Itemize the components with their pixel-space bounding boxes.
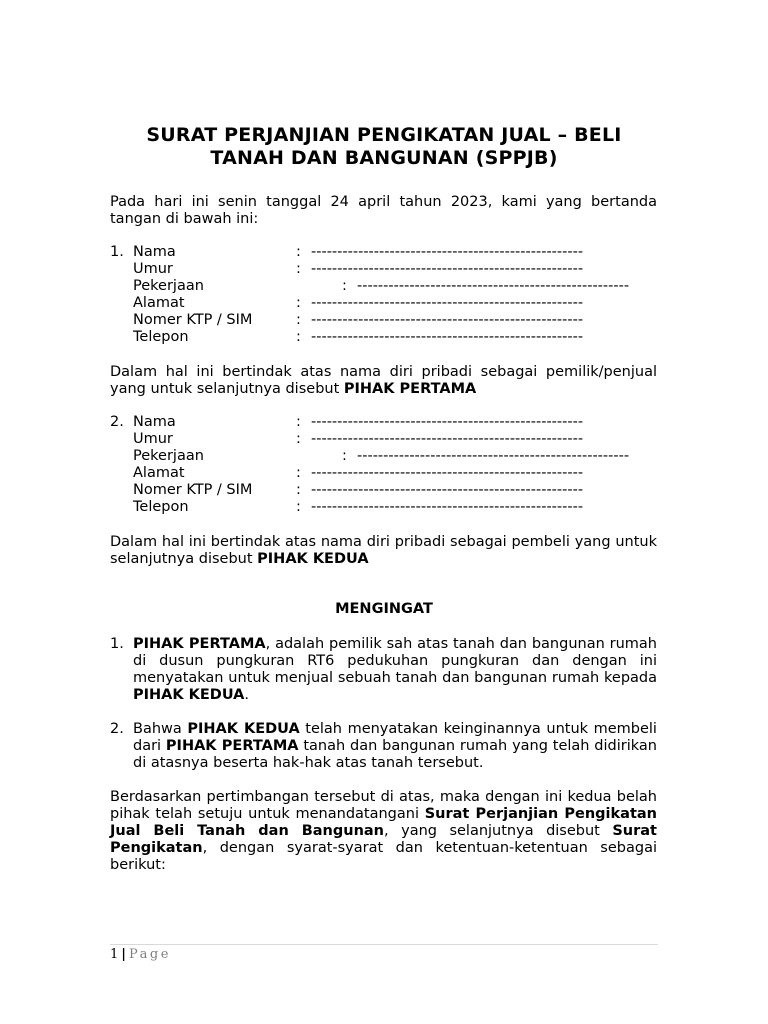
list-item-text xyxy=(133,636,657,704)
list-number: 2. xyxy=(110,721,124,737)
bold-pihak-kedua: PIHAK KEDUA xyxy=(133,687,245,703)
field-colon: : xyxy=(296,482,301,498)
field-label: Pekerjaan xyxy=(133,448,204,464)
field-colon: : xyxy=(296,465,301,481)
field-blank: ---------------------------------------------------- xyxy=(311,261,584,277)
field-label: Pekerjaan xyxy=(133,278,204,294)
field-colon: : xyxy=(296,312,301,328)
party2-field-telepon xyxy=(110,499,670,516)
party2-role-text: Dalam hal ini bertindak atas nama diri pribadi sebagai pembeli yang untuk selanjutnya disebut xyxy=(110,534,657,567)
field-label: Umur xyxy=(133,431,173,447)
party1-field-ktp xyxy=(110,312,670,329)
document-title xyxy=(110,124,658,170)
party1-role-text: Dalam hal ini bertindak atas nama diri pribadi sebagai pemilik/penjual yang untuk selanjutnya disebut xyxy=(110,364,657,397)
party2-role-name: PIHAK KEDUA xyxy=(257,551,369,567)
party1-fields xyxy=(110,244,670,346)
footer-divider xyxy=(110,944,658,945)
field-blank: ---------------------------------------------------- xyxy=(311,312,584,328)
party2-field-alamat xyxy=(110,465,670,482)
field-colon: : xyxy=(296,414,301,430)
field-blank: ---------------------------------------------------- xyxy=(311,329,584,345)
field-blank: ---------------------------------------------------- xyxy=(357,448,630,464)
mengingat-item-1 xyxy=(110,636,657,704)
title-line-1: SURAT PERJANJIAN PENGIKATAN JUAL – BELI xyxy=(146,124,622,146)
bold-pihak-kedua: PIHAK KEDUA xyxy=(187,721,300,737)
bold-surat-pengikatan: Surat Pengikatan xyxy=(110,823,657,856)
field-colon: : xyxy=(296,295,301,311)
field-label: Telepon xyxy=(133,329,189,345)
party1-role-paragraph xyxy=(110,364,657,398)
field-colon: : xyxy=(342,448,347,464)
text-segment: . xyxy=(244,687,250,703)
page-word: Page xyxy=(129,947,171,962)
party2-role-paragraph xyxy=(110,534,657,568)
field-colon: : xyxy=(296,499,301,515)
party1-number: 1. xyxy=(110,244,124,260)
field-blank: ---------------------------------------------------- xyxy=(311,465,584,481)
title-line-2: TANAH DAN BANGUNAN (SPPJB) xyxy=(210,147,558,169)
party1-field-telepon xyxy=(110,329,670,346)
field-label: Umur xyxy=(133,261,173,277)
party2-field-pekerjaan xyxy=(110,448,670,465)
party1-field-alamat xyxy=(110,295,670,312)
intro-paragraph: Pada hari ini senin tanggal 24 april tahun 2023, kami yang bertanda tangan di bawah ini: xyxy=(110,194,657,227)
field-colon: : xyxy=(296,329,301,345)
text-segment: , dengan syarat-syarat dan ketentuan-ketentuan sebagai berikut: xyxy=(110,840,657,873)
party1-field-pekerjaan xyxy=(110,278,670,295)
party2-field-ktp xyxy=(110,482,670,499)
text-segment: , adalah pemilik sah atas tanah dan bangunan rumah di dusun pungkuran RT6 pedukuhan pungkuran dan dengan ini menyatakan untuk menjual sebuah tanah dan bangunan rumah kepada xyxy=(133,636,657,686)
field-blank: ---------------------------------------------------- xyxy=(311,499,584,515)
field-label: Nama xyxy=(133,244,176,260)
party2-field-umur xyxy=(110,431,670,448)
page-number: 1 xyxy=(110,947,119,962)
field-label: Nama xyxy=(133,414,176,430)
bold-agreement-name: Surat Perjanjian Pengikatan Jual Beli Tanah dan Bangunan xyxy=(110,806,657,839)
text-segment: , yang selanjutnya disebut xyxy=(384,823,613,839)
party1-field-umur xyxy=(110,261,670,278)
text-segment: tanah dan bangunan rumah yang telah didirikan di atasnya beserta hak-hak atas tanah tersebut. xyxy=(133,738,657,771)
field-blank: ---------------------------------------------------- xyxy=(311,295,584,311)
field-colon: : xyxy=(296,244,301,260)
bold-pihak-pertama: PIHAK PERTAMA xyxy=(133,636,266,652)
field-label: Alamat xyxy=(133,465,185,481)
text-segment: Bahwa xyxy=(133,721,188,737)
mengingat-item-2 xyxy=(110,721,657,772)
field-blank: ---------------------------------------------------- xyxy=(311,244,584,260)
party2-number: 2. xyxy=(110,414,124,430)
field-label: Nomer KTP / SIM xyxy=(133,482,253,498)
field-colon: : xyxy=(342,278,347,294)
field-label: Alamat xyxy=(133,295,185,311)
page-footer xyxy=(110,947,171,963)
list-number: 1. xyxy=(110,636,124,652)
text-segment: Berdasarkan pertimbangan tersebut di atas, maka dengan ini kedua belah pihak telah setuju untuk menandatangani xyxy=(110,789,657,822)
party2-field-nama xyxy=(110,414,670,431)
bold-pihak-pertama: PIHAK PERTAMA xyxy=(165,738,299,754)
text-segment: telah menyatakan keinginannya untuk membeli dari xyxy=(133,721,657,754)
party1-field-nama xyxy=(110,244,670,261)
closing-paragraph xyxy=(110,789,657,874)
field-blank: ---------------------------------------------------- xyxy=(357,278,630,294)
field-label: Nomer KTP / SIM xyxy=(133,312,253,328)
field-blank: ---------------------------------------------------- xyxy=(311,431,584,447)
list-item-text xyxy=(133,721,657,772)
field-label: Telepon xyxy=(133,499,189,515)
footer-separator: | xyxy=(121,947,127,962)
party1-role-name: PIHAK PERTAMA xyxy=(343,381,477,397)
field-colon: : xyxy=(296,261,301,277)
field-colon: : xyxy=(296,431,301,447)
party2-fields xyxy=(110,414,670,516)
mengingat-heading: MENGINGAT xyxy=(335,601,433,617)
field-blank: ---------------------------------------------------- xyxy=(311,414,584,430)
field-blank: ---------------------------------------------------- xyxy=(311,482,584,498)
